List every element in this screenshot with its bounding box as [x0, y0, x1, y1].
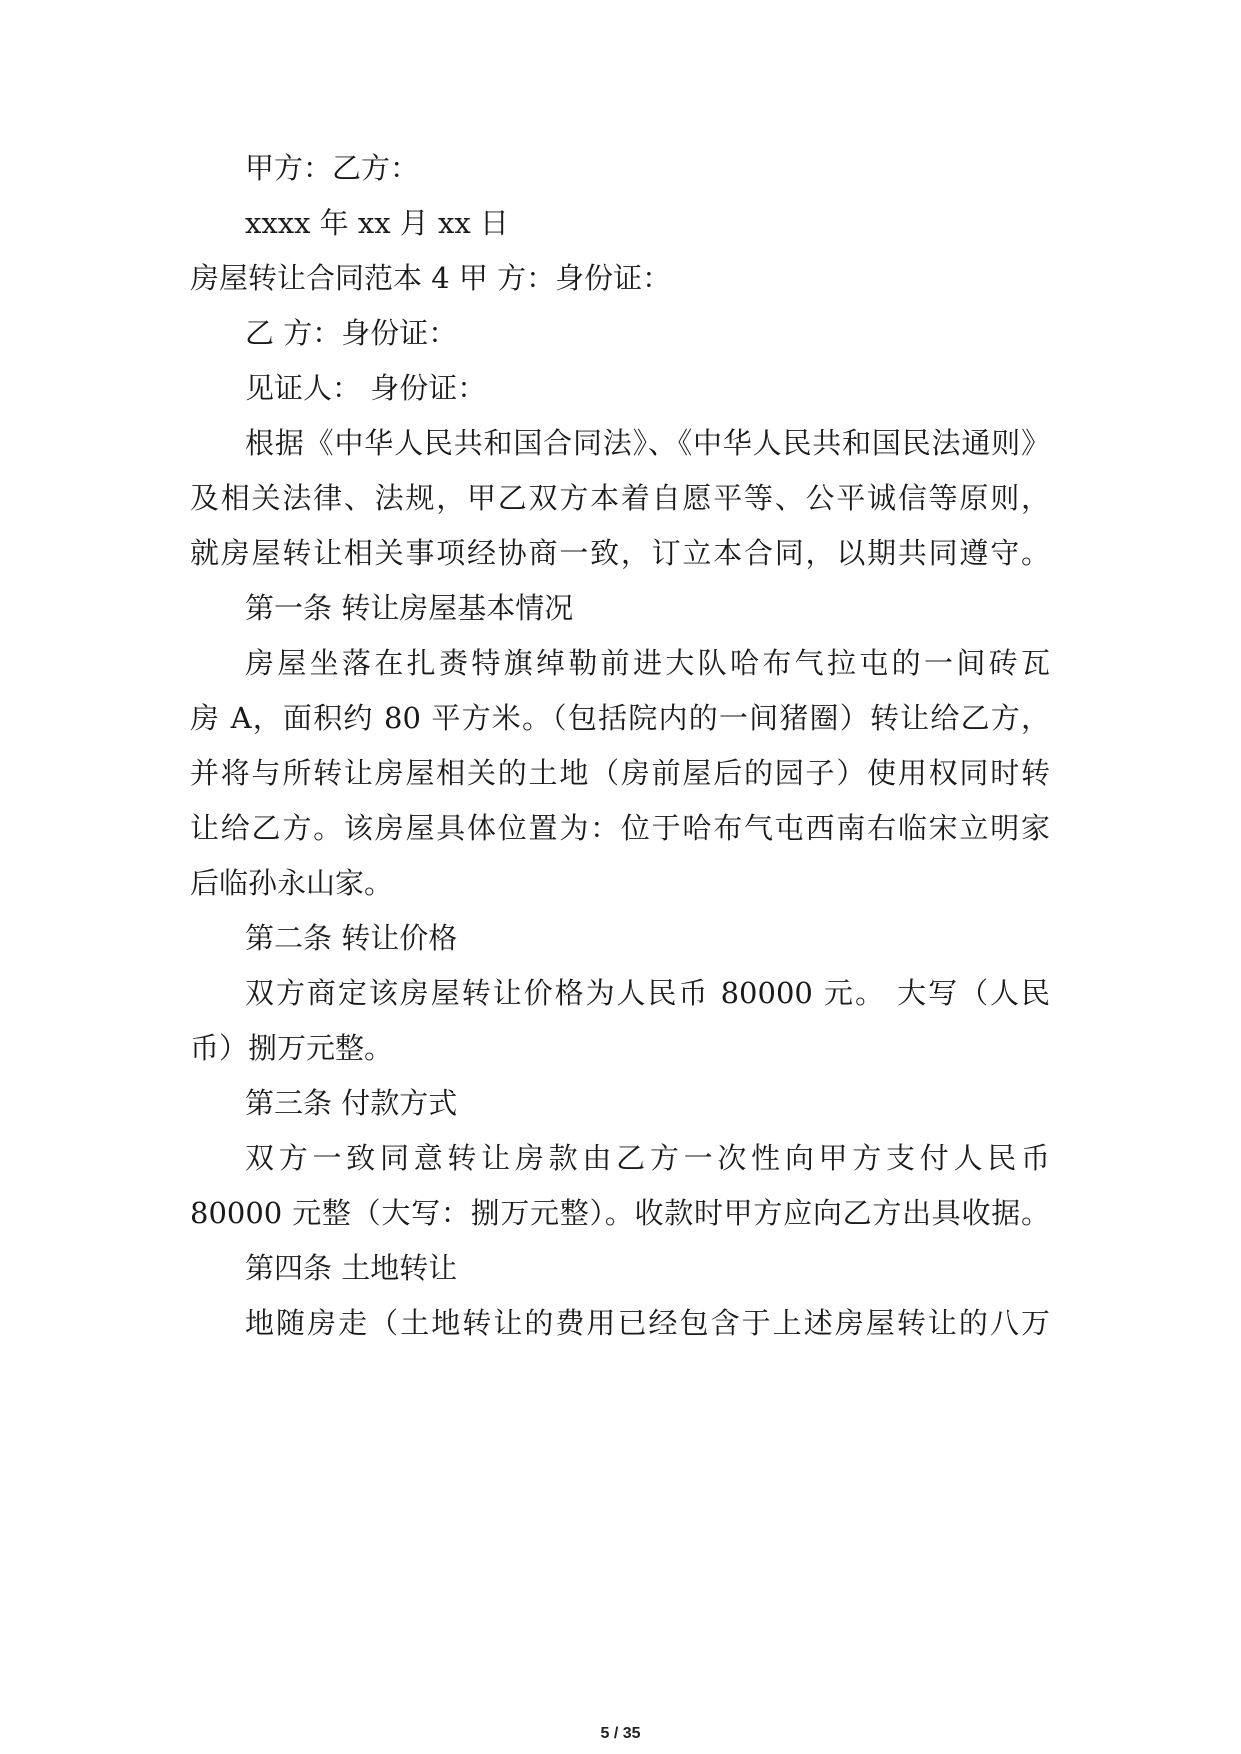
- article-1-line-5: 后临孙永山家。: [190, 866, 394, 900]
- article-1-line-2: 房 A，面积约 80 平方米。（包括院内的一间猪圈）转让给乙方，: [190, 701, 1050, 735]
- article-3-heading: 第三条 付款方式: [245, 1086, 458, 1120]
- article-4-heading: 第四条 土地转让: [245, 1251, 458, 1285]
- article-2-line-1: 双方商定该房屋转让价格为人民币 80000 元。 大写（人民: [245, 976, 1050, 1010]
- article-1-line-4: 让给乙方。该房屋具体位置为：位于哈布气屯西南右临宋立明家: [190, 811, 1050, 845]
- article-1-heading: 第一条 转让房屋基本情况: [245, 591, 574, 625]
- party-b-line: 乙 方：身份证：: [245, 316, 458, 350]
- preamble-line-1: 根据《中华人民共和国合同法》、《中华人民共和国民法通则》: [245, 426, 1050, 460]
- article-4-line-1: 地随房走（土地转让的费用已经包含于上述房屋转让的八万: [245, 1306, 1050, 1340]
- article-2-heading: 第二条 转让价格: [245, 921, 458, 955]
- article-1-line-3: 并将与所转让房屋相关的土地（房前屋后的园子）使用权同时转: [190, 756, 1050, 790]
- article-3-line-2: 80000 元整（大写：捌万元整）。收款时甲方应向乙方出具收据。: [190, 1196, 1050, 1230]
- preamble-line-2: 及相关法律、法规，甲乙双方本着自愿平等、公平诚信等原则，: [190, 481, 1050, 515]
- article-2-line-2: 币）捌万元整。: [190, 1031, 394, 1065]
- article-3-line-1: 双方一致同意转让房款由乙方一次性向甲方支付人民币: [245, 1141, 1050, 1175]
- witness-line: 见证人： 身份证：: [245, 371, 487, 405]
- preamble-line-3: 就房屋转让相关事项经协商一致，订立本合同，以期共同遵守。: [190, 536, 1050, 570]
- article-1-line-1: 房屋坐落在扎赉特旗绰勒前进大队哈布气拉屯的一间砖瓦: [245, 646, 1050, 680]
- date-line: xxxx 年 xx 月 xx 日: [245, 206, 509, 240]
- page-number: 5 / 35: [600, 1725, 641, 1742]
- signature-parties-line: 甲方：乙方：: [245, 151, 420, 185]
- contract-title-line: 房屋转让合同范本 4 甲 方：身份证：: [190, 261, 672, 295]
